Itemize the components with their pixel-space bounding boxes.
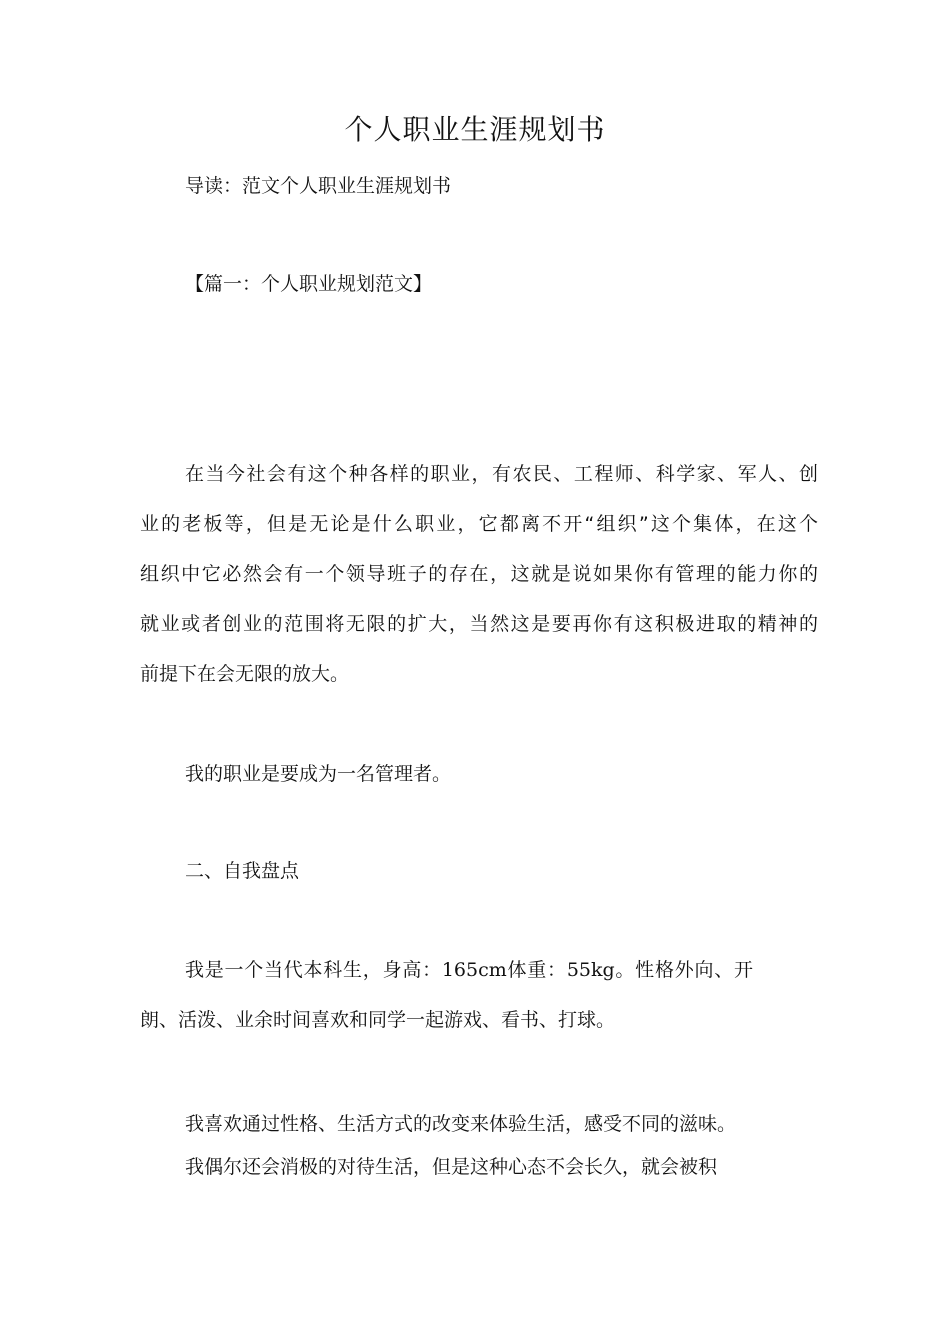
section-heading: 【篇一：个人职业规划范文】 [185,273,433,295]
paragraph-text: 我是一个当代本科生，身高： [185,959,442,981]
weight-value: 55kg [566,959,615,981]
subheading-self-review: 二、自我盘点 [185,860,300,882]
intro-text: 导读：范文个人职业生涯规划书 [185,175,452,197]
paragraph-line: 就业或者创业的范围将无限的扩大，当然这是要再你有这积极进取的精神的 [140,613,818,635]
paragraph-line: 前提下在会无限的放大。 [140,663,350,685]
paragraph-text: 。性格外向、开 [614,959,753,981]
paragraph-line: 在当今社会有这个种各样的职业，有农民、工程师、科学家、军人、创 [185,463,818,485]
height-value: 165cm [441,959,507,981]
document-title: 个人职业生涯规划书 [344,113,606,146]
paragraph-line [185,956,753,984]
paragraph-line: 朗、活泼、业余时间喜欢和同学一起游戏、看书、打球。 [140,1009,616,1031]
paragraph-line: 业的老板等，但是无论是什么职业，它都离不开“组织”这个集体，在这个 [140,513,818,535]
paragraph-text: 体重： [506,959,567,981]
paragraph-line: 组织中它必然会有一个领导班子的存在，这就是说如果你有管理的能力你的 [140,563,818,585]
paragraph-line: 我偶尔还会消极的对待生活，但是这种心态不会长久，就会被积 [185,1156,718,1178]
career-goal-text: 我的职业是要成为一名管理者。 [185,763,452,785]
paragraph-line: 我喜欢通过性格、生活方式的改变来体验生活，感受不同的滋味。 [185,1113,737,1135]
